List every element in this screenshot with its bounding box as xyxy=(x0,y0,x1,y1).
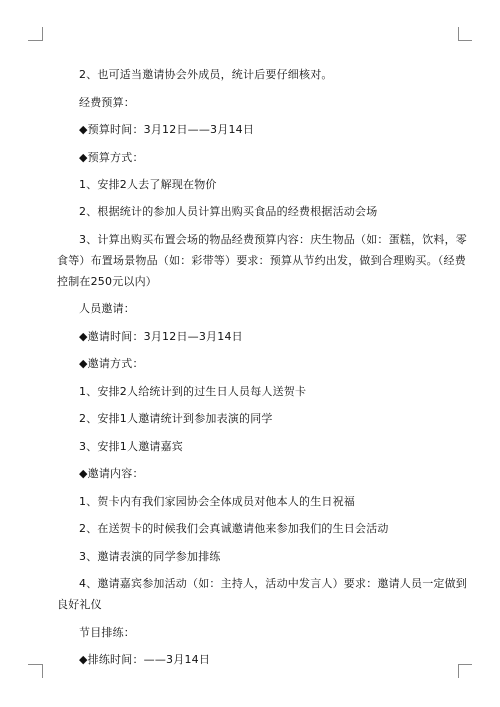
list-item: 2、安排1人邀请统计到参加表演的同学 xyxy=(79,412,273,425)
section-heading: 节目排练： xyxy=(79,626,135,639)
list-item: 3、安排1人邀请嘉宾 xyxy=(79,440,183,453)
section-heading: 经费预算： xyxy=(79,96,135,109)
paragraph: 2、也可适当邀请协会外成员，统计后要仔细核对。 xyxy=(79,68,333,81)
list-item: 2、根据统计的参加人员计算出购买食品的经费根据活动会场 xyxy=(79,205,378,218)
list-item: 1、安排2人给统计到的过生日人员每人送贺卡 xyxy=(79,385,307,398)
list-item-continuation: 控制在250元以内） xyxy=(57,275,157,288)
list-item: 2、在送贺卡的时候我们会真诚邀请他来参加我们的生日会活动 xyxy=(79,522,389,535)
list-item-continuation: 良好礼仪 xyxy=(57,598,102,611)
bullet-item: ◆排练时间：——3月14日 xyxy=(79,653,211,666)
list-item: 4、邀请嘉宾参加活动（如：主持人，活动中发言人）要求：邀请人员一定做到 xyxy=(79,577,467,590)
crop-mark-bottom-right-h xyxy=(458,664,472,665)
list-item: 1、安排2人去了解现在物价 xyxy=(79,178,217,191)
crop-mark-top-right-h xyxy=(458,40,472,41)
crop-mark-top-left-h xyxy=(28,40,42,41)
bullet-item: ◆邀请方式： xyxy=(79,357,144,370)
bullet-item: ◆邀请时间：3月12日—3月14日 xyxy=(79,330,243,343)
list-item-continuation: 食等）布置场景物品（如：彩带等）要求：预算从节约出发，做到合理购买。（经费 xyxy=(57,254,466,267)
bullet-item: ◆邀请内容： xyxy=(79,467,144,480)
crop-mark-top-left-v xyxy=(42,27,43,41)
crop-mark-bottom-left-h xyxy=(28,664,42,665)
crop-mark-bottom-left-v xyxy=(42,664,43,678)
list-item: 3、邀请表演的同学参加排练 xyxy=(79,550,221,563)
section-heading: 人员邀请： xyxy=(79,302,135,315)
bullet-item: ◆预算方式： xyxy=(79,151,144,164)
bullet-item: ◆预算时间：3月12日——3月14日 xyxy=(79,123,255,136)
list-item: 1、贺卡内有我们家园协会全体成员对他本人的生日祝福 xyxy=(79,495,355,508)
crop-mark-top-right-v xyxy=(458,27,459,41)
list-item: 3、计算出购买布置会场的物品经费预算内容：庆生物品（如：蛋糕，饮料，零 xyxy=(79,233,467,246)
